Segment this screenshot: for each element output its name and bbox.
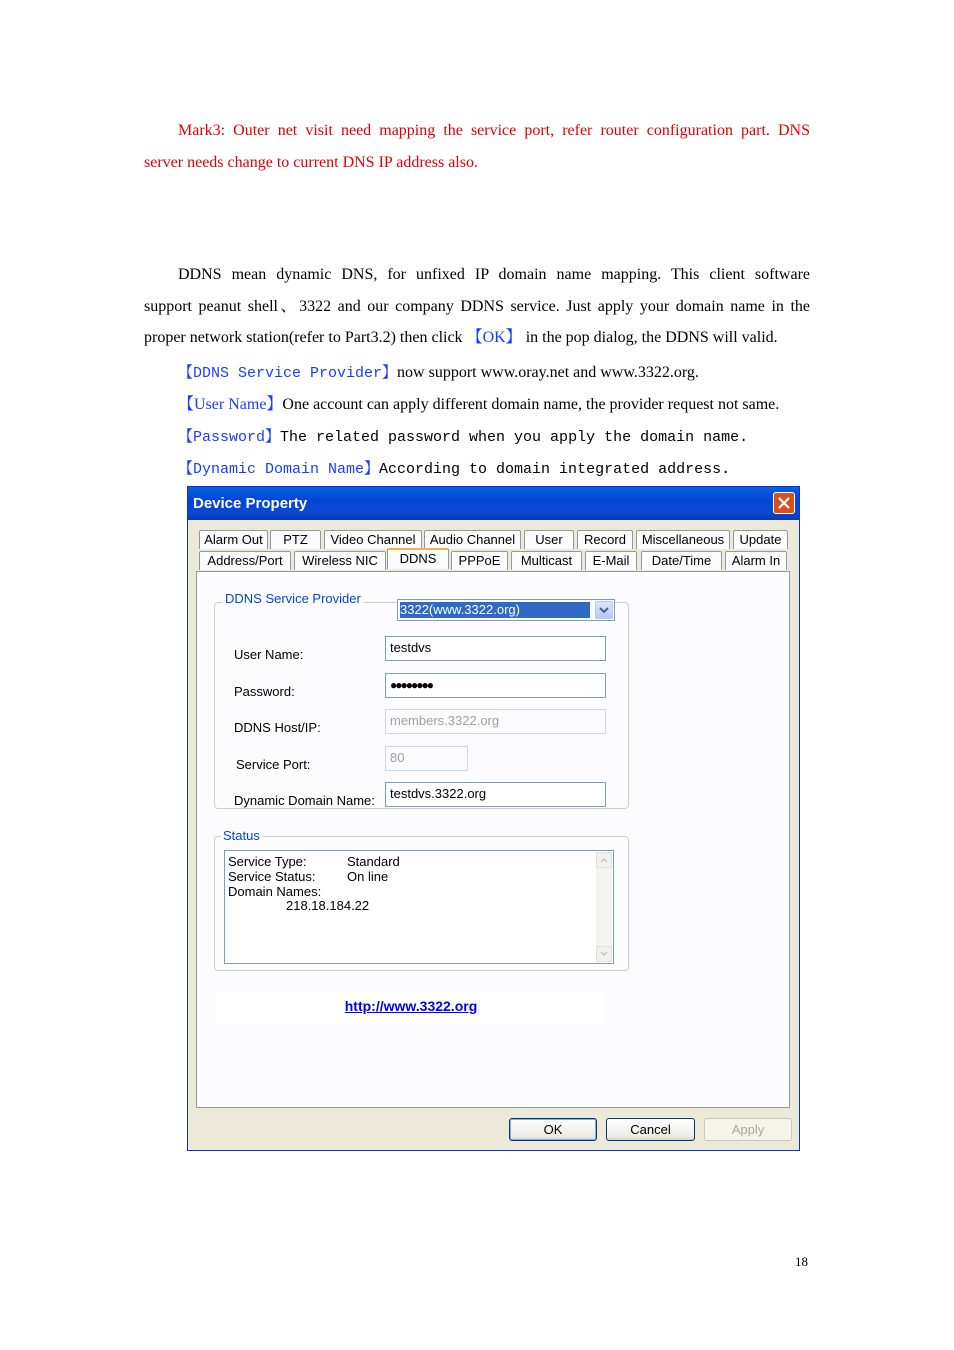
dialog-title: Device Property	[193, 495, 308, 512]
user-name-input[interactable]: testdvs	[385, 636, 606, 661]
dynamic-domain-label: Dynamic Domain Name:	[234, 793, 375, 808]
password-label: Password:	[234, 684, 295, 699]
chevron-down-icon	[597, 947, 611, 961]
domain-ip-value: 218.18.184.22	[286, 898, 370, 913]
provider-selected-value: 3322(www.3322.org)	[400, 602, 590, 618]
apply-button[interactable]: Apply	[704, 1118, 792, 1141]
tab-date-time[interactable]: Date/Time	[641, 551, 722, 570]
ddns-provider-group	[214, 602, 629, 809]
dynamic-domain-input[interactable]: testdvs.3322.org	[385, 782, 606, 807]
tab-email[interactable]: E-Mail	[585, 551, 637, 570]
tab-address-port[interactable]: Address/Port	[199, 551, 291, 570]
scroll-down-button[interactable]	[596, 946, 612, 962]
ok-button[interactable]: OK	[509, 1118, 597, 1141]
tab-alarm-in[interactable]: Alarm In	[725, 551, 787, 570]
tab-update[interactable]: Update	[733, 530, 788, 549]
vertical-scrollbar[interactable]	[596, 852, 612, 962]
status-text-area[interactable]	[224, 850, 614, 964]
status-group-label: Status	[223, 828, 260, 843]
item-user-name: 【User Name】One account can apply different domain name, the provider request not same.	[178, 396, 780, 413]
scroll-up-button[interactable]	[596, 852, 612, 868]
mark3-line1: Mark3: Outer net visit need mapping the service port, refer router configuration part. DNS	[178, 122, 810, 139]
tab-pppoe[interactable]: PPPoE	[451, 551, 508, 570]
item-ddns-provider: 【DDNS Service Provider】now support www.oray.net and www.3322.org.	[178, 364, 699, 382]
item-password: 【Password】The related password when you apply the domain name.	[178, 429, 749, 446]
ddns-host-label: DDNS Host/IP:	[234, 720, 321, 735]
title-bar[interactable]	[188, 487, 799, 520]
tab-audio-channel[interactable]: Audio Channel	[424, 530, 521, 549]
item-dynamic-domain: 【Dynamic Domain Name】According to domain integrated address.	[178, 461, 731, 478]
close-button[interactable]	[773, 492, 795, 514]
status-group	[214, 836, 629, 971]
tab-miscellaneous[interactable]: Miscellaneous	[636, 530, 730, 549]
tab-multicast[interactable]: Multicast	[511, 551, 582, 570]
service-status-label: Service Status:	[228, 869, 316, 884]
service-port-input[interactable]: 80	[385, 746, 468, 771]
tab-video-channel[interactable]: Video Channel	[324, 530, 422, 549]
dropdown-button[interactable]	[595, 601, 613, 619]
page-number: 18	[795, 1254, 808, 1269]
chevron-up-icon	[597, 853, 611, 867]
service-status-value: On line	[347, 869, 389, 884]
tab-ptz[interactable]: PTZ	[270, 530, 321, 549]
ddns-intro-line1: DDNS mean dynamic DNS, for unfixed IP domain name mapping. This client software	[178, 266, 810, 283]
cancel-button[interactable]: Cancel	[606, 1118, 695, 1141]
tab-user[interactable]: User	[524, 530, 574, 549]
ddns-intro-line3: proper network station(refer to Part3.2) then click 【OK】 in the pop dialog, the DDNS will valid.	[144, 329, 778, 346]
ddns-tab-panel	[196, 571, 790, 1108]
provider-select[interactable]	[397, 599, 615, 621]
ok-reference: 【OK】	[466, 329, 522, 346]
domain-names-label: Domain Names:	[228, 884, 322, 899]
tab-alarm-out[interactable]: Alarm Out	[199, 530, 268, 549]
service-type-value: Standard	[347, 854, 400, 869]
mark3-line2: server needs change to current DNS IP address also.	[144, 154, 478, 171]
service-port-label: Service Port:	[236, 757, 311, 772]
provider-link-box	[216, 992, 606, 1024]
password-input[interactable]: ●●●●●●●●	[385, 673, 606, 698]
ddns-intro-line2: support peanut shell、3322 and our company DDNS service. Just apply your domain name in the	[144, 298, 810, 315]
device-property-dialog	[187, 486, 800, 1151]
service-type-label: Service Type:	[228, 854, 307, 869]
close-icon	[778, 497, 790, 509]
tab-record[interactable]: Record	[577, 530, 633, 549]
tab-wireless-nic[interactable]: Wireless NIC	[294, 551, 386, 570]
ddns-group-label: DDNS Service Provider	[225, 591, 361, 606]
provider-link[interactable]: http://www.3322.org	[344, 998, 478, 1014]
chevron-down-icon	[596, 602, 612, 618]
tab-ddns[interactable]: DDNS	[387, 548, 449, 569]
ddns-host-input[interactable]: members.3322.org	[385, 709, 606, 734]
user-name-label: User Name:	[234, 647, 304, 662]
